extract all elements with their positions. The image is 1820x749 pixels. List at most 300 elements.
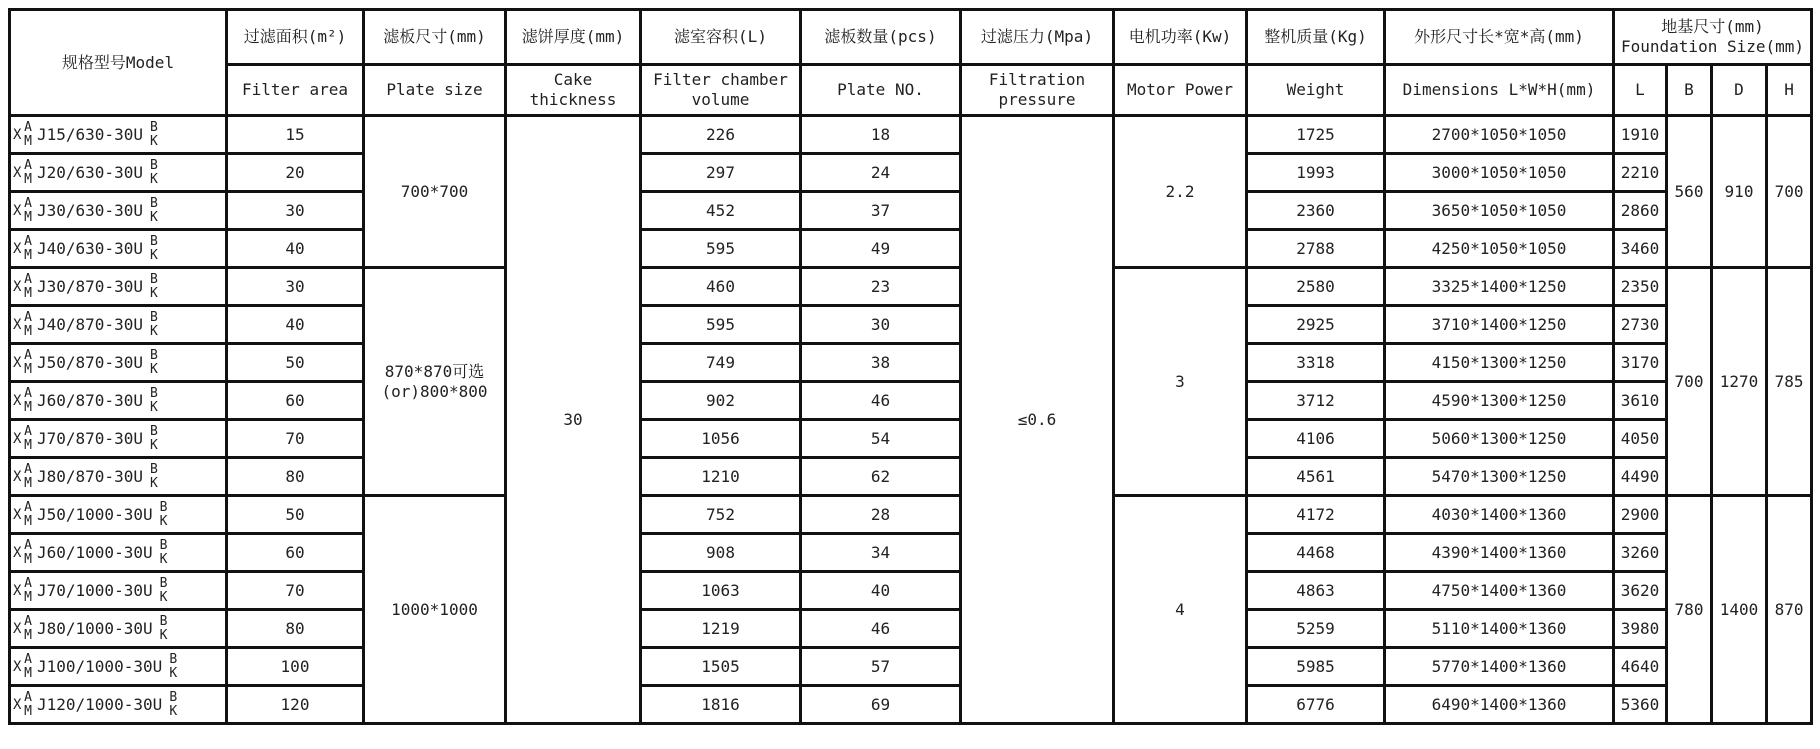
table-row	[10, 154, 1812, 192]
table-row	[10, 610, 1812, 648]
model-prefix-x: X	[13, 620, 22, 637]
model-suffix-right-stack	[149, 387, 159, 415]
weight-cell: 2360	[1247, 192, 1385, 230]
table-row	[10, 230, 1812, 268]
plate-number-cell: 28	[801, 496, 961, 534]
filter-area-cell: 50	[227, 496, 364, 534]
dimensions-cell: 5110*1400*1360	[1385, 610, 1614, 648]
model-code: J20/630-30U	[37, 162, 143, 182]
model-suffix-b: B	[150, 119, 158, 135]
model-cell	[10, 306, 227, 344]
model-prefix-m: M	[24, 399, 32, 415]
header-foundation-cn: 地基尺寸(mm)	[1661, 17, 1764, 36]
header-motor-power-en: Motor Power	[1114, 65, 1247, 116]
header-weight-en: Weight	[1247, 65, 1385, 116]
plate-number-cell: 37	[801, 192, 961, 230]
weight-cell: 5985	[1247, 648, 1385, 686]
header-filtration-pressure-en-line1: Filtration	[988, 70, 1086, 89]
model-suffix-b: B	[150, 271, 158, 287]
header-chamber-volume-en-line1: Filter chamber	[653, 70, 788, 89]
model-suffix-b: B	[150, 195, 158, 211]
header-plate-number-en: Plate NO.	[801, 65, 961, 116]
dimensions-cell: 4390*1400*1360	[1385, 534, 1614, 572]
chamber-volume-cell: 908	[641, 534, 801, 572]
header-weight-cn: 整机质量(Kg)	[1247, 10, 1385, 65]
plate-number-cell: 54	[801, 420, 961, 458]
model-cell	[10, 648, 227, 686]
model-prefix-m: M	[24, 703, 32, 719]
filter-area-cell: 40	[227, 306, 364, 344]
foundation-l-cell: 2900	[1614, 496, 1667, 534]
model-suffix-right-stack	[149, 197, 159, 225]
model-cell	[10, 458, 227, 496]
model-prefix-m: M	[24, 589, 32, 605]
model-cell	[10, 192, 227, 230]
model-suffix-k: K	[150, 247, 158, 263]
cake-thickness-cell: 30	[506, 116, 641, 724]
table-row	[10, 192, 1812, 230]
filter-area-cell: 60	[227, 382, 364, 420]
foundation-l-cell: 2730	[1614, 306, 1667, 344]
foundation-b-cell: 700	[1667, 268, 1712, 496]
chamber-volume-cell: 297	[641, 154, 801, 192]
model-prefix-m: M	[24, 285, 32, 301]
model-prefix-left-stack	[23, 387, 33, 415]
model-prefix-left-stack	[23, 197, 33, 225]
header-foundation-l: L	[1614, 65, 1667, 116]
model-suffix-b: B	[159, 537, 168, 553]
weight-cell: 3318	[1247, 344, 1385, 382]
model-suffix-right-stack	[149, 463, 159, 491]
table-row	[10, 496, 1812, 534]
plate-size-cell	[364, 268, 506, 496]
model-prefix-m: M	[24, 247, 32, 263]
header-model: 规格型号Model	[10, 10, 227, 116]
chamber-volume-cell: 1219	[641, 610, 801, 648]
model-prefix-a: A	[24, 309, 32, 325]
model-prefix-left-stack	[23, 691, 33, 719]
dimensions-cell: 3325*1400*1250	[1385, 268, 1614, 306]
model-suffix-k: K	[150, 323, 158, 339]
model-cell	[10, 230, 227, 268]
model-cell	[10, 496, 227, 534]
model-suffix-b: B	[159, 499, 168, 515]
model-prefix-m: M	[24, 513, 32, 529]
model-prefix-x: X	[13, 696, 22, 713]
model-code: J80/1000-30U	[37, 618, 153, 638]
model-prefix-left-stack	[23, 121, 33, 149]
table-row	[10, 306, 1812, 344]
filter-area-cell: 40	[227, 230, 364, 268]
model-suffix-b: B	[159, 613, 168, 629]
weight-cell: 4106	[1247, 420, 1385, 458]
model-cell	[10, 572, 227, 610]
model-prefix-x: X	[13, 164, 22, 181]
foundation-l-cell: 3980	[1614, 610, 1667, 648]
filter-area-cell: 30	[227, 192, 364, 230]
chamber-volume-cell: 452	[641, 192, 801, 230]
filter-area-cell: 30	[227, 268, 364, 306]
foundation-d-cell: 1400	[1712, 496, 1767, 724]
header-cake-thickness-cn: 滤饼厚度(mm)	[506, 10, 641, 65]
chamber-volume-cell: 902	[641, 382, 801, 420]
plate-number-cell: 40	[801, 572, 961, 610]
table-row	[10, 116, 1812, 154]
weight-cell: 4468	[1247, 534, 1385, 572]
model-code: J15/630-30U	[37, 124, 143, 144]
weight-cell: 3712	[1247, 382, 1385, 420]
header-foundation	[1614, 10, 1812, 65]
model-suffix-right-stack	[149, 235, 159, 263]
plate-number-cell: 24	[801, 154, 961, 192]
model-prefix-x: X	[13, 354, 22, 371]
foundation-l-cell: 4490	[1614, 458, 1667, 496]
model-prefix-left-stack	[23, 349, 33, 377]
model-prefix-a: A	[24, 423, 32, 439]
model-prefix-x: X	[13, 506, 22, 523]
model-prefix-m: M	[24, 171, 32, 187]
model-prefix-left-stack	[23, 653, 33, 681]
model-suffix-b: B	[169, 689, 178, 705]
model-prefix-a: A	[24, 689, 32, 705]
model-suffix-k: K	[150, 361, 158, 377]
model-code: J80/870-30U	[37, 466, 143, 486]
model-suffix-b: B	[150, 233, 158, 249]
model-prefix-m: M	[24, 665, 32, 681]
weight-cell: 4863	[1247, 572, 1385, 610]
model-suffix-right-stack	[159, 501, 169, 529]
header-chamber-volume-en	[641, 65, 801, 116]
dimensions-cell: 5470*1300*1250	[1385, 458, 1614, 496]
model-prefix-a: A	[24, 385, 32, 401]
header-dimensions-en: Dimensions L*W*H(mm)	[1385, 65, 1614, 116]
table-row	[10, 534, 1812, 572]
chamber-volume-cell: 749	[641, 344, 801, 382]
model-prefix-x: X	[13, 544, 22, 561]
model-suffix-k: K	[150, 171, 158, 187]
model-suffix-k: K	[150, 133, 158, 149]
motor-power-cell: 3	[1114, 268, 1247, 496]
model-suffix-right-stack	[149, 311, 159, 339]
foundation-l-cell: 3260	[1614, 534, 1667, 572]
model-prefix-a: A	[24, 119, 32, 135]
dimensions-cell: 4250*1050*1050	[1385, 230, 1614, 268]
foundation-l-cell: 3170	[1614, 344, 1667, 382]
model-suffix-right-stack	[149, 121, 159, 149]
model-prefix-x: X	[13, 392, 22, 409]
model-prefix-left-stack	[23, 273, 33, 301]
model-cell	[10, 610, 227, 648]
model-prefix-left-stack	[23, 311, 33, 339]
dimensions-cell: 5060*1300*1250	[1385, 420, 1614, 458]
model-prefix-a: A	[24, 651, 32, 667]
model-suffix-right-stack	[159, 577, 169, 605]
model-cell	[10, 116, 227, 154]
filter-area-cell: 15	[227, 116, 364, 154]
plate-number-cell: 57	[801, 648, 961, 686]
model-prefix-left-stack	[23, 577, 33, 605]
model-prefix-x: X	[13, 240, 22, 257]
plate-number-cell: 34	[801, 534, 961, 572]
foundation-l-cell: 2350	[1614, 268, 1667, 306]
chamber-volume-cell: 752	[641, 496, 801, 534]
model-prefix-m: M	[24, 209, 32, 225]
model-suffix-k: K	[150, 399, 158, 415]
foundation-l-cell: 2860	[1614, 192, 1667, 230]
model-prefix-m: M	[24, 551, 32, 567]
model-suffix-k: K	[150, 475, 158, 491]
header-chamber-volume-cn: 滤室容积(L)	[641, 10, 801, 65]
table-row	[10, 344, 1812, 382]
model-prefix-a: A	[24, 195, 32, 211]
plate-size-line1: 870*870可选	[384, 361, 485, 381]
filter-area-cell: 120	[227, 686, 364, 724]
model-prefix-x: X	[13, 126, 22, 143]
dimensions-cell: 2700*1050*1050	[1385, 116, 1614, 154]
dimensions-cell: 3650*1050*1050	[1385, 192, 1614, 230]
foundation-h-cell: 870	[1767, 496, 1812, 724]
model-suffix-k: K	[150, 437, 158, 453]
dimensions-cell: 3000*1050*1050	[1385, 154, 1614, 192]
model-suffix-b: B	[150, 461, 158, 477]
model-suffix-b: B	[159, 575, 168, 591]
foundation-l-cell: 4050	[1614, 420, 1667, 458]
model-code: J70/1000-30U	[37, 580, 153, 600]
foundation-h-cell: 785	[1767, 268, 1812, 496]
model-code: J50/1000-30U	[37, 504, 153, 524]
model-prefix-a: A	[24, 461, 32, 477]
model-prefix-left-stack	[23, 501, 33, 529]
model-suffix-b: B	[150, 157, 158, 173]
model-prefix-left-stack	[23, 159, 33, 187]
model-suffix-b: B	[150, 423, 158, 439]
plate-number-cell: 38	[801, 344, 961, 382]
model-prefix-x: X	[13, 316, 22, 333]
header-filtration-pressure-cn: 过滤压力(Mpa)	[961, 10, 1114, 65]
filter-area-cell: 50	[227, 344, 364, 382]
dimensions-cell: 6490*1400*1360	[1385, 686, 1614, 724]
model-prefix-left-stack	[23, 235, 33, 263]
header-foundation-en: Foundation Size(mm)	[1621, 37, 1805, 56]
weight-cell: 1993	[1247, 154, 1385, 192]
model-code: J70/870-30U	[37, 428, 143, 448]
model-prefix-left-stack	[23, 539, 33, 567]
model-cell	[10, 420, 227, 458]
model-prefix-x: X	[13, 430, 22, 447]
header-foundation-d: D	[1712, 65, 1767, 116]
filter-area-cell: 70	[227, 420, 364, 458]
filter-area-cell: 70	[227, 572, 364, 610]
dimensions-cell: 4590*1300*1250	[1385, 382, 1614, 420]
header-foundation-h: H	[1767, 65, 1812, 116]
chamber-volume-cell: 1505	[641, 648, 801, 686]
model-suffix-right-stack	[149, 425, 159, 453]
model-suffix-k: K	[150, 285, 158, 301]
filter-area-cell: 80	[227, 458, 364, 496]
model-suffix-k: K	[169, 703, 178, 719]
foundation-b-cell: 780	[1667, 496, 1712, 724]
plate-number-cell: 62	[801, 458, 961, 496]
filter-area-cell: 80	[227, 610, 364, 648]
model-suffix-right-stack	[159, 539, 169, 567]
model-prefix-x: X	[13, 202, 22, 219]
model-suffix-b: B	[169, 651, 178, 667]
model-prefix-a: A	[24, 613, 32, 629]
foundation-l-cell: 1910	[1614, 116, 1667, 154]
table-row	[10, 648, 1812, 686]
model-code: J30/870-30U	[37, 276, 143, 296]
header-plate-size-cn: 滤板尺寸(mm)	[364, 10, 506, 65]
model-suffix-b: B	[150, 309, 158, 325]
model-suffix-b: B	[150, 347, 158, 363]
model-prefix-m: M	[24, 475, 32, 491]
header-motor-power-cn: 电机功率(Kw)	[1114, 10, 1247, 65]
model-suffix-right-stack	[149, 273, 159, 301]
model-suffix-right-stack	[149, 349, 159, 377]
dimensions-cell: 5770*1400*1360	[1385, 648, 1614, 686]
model-suffix-right-stack	[168, 653, 178, 681]
spec-table-container	[8, 8, 1812, 725]
model-code: J50/870-30U	[37, 352, 143, 372]
model-prefix-m: M	[24, 627, 32, 643]
model-cell	[10, 534, 227, 572]
model-prefix-left-stack	[23, 425, 33, 453]
model-prefix-left-stack	[23, 463, 33, 491]
model-code: J40/630-30U	[37, 238, 143, 258]
model-code: J60/1000-30U	[37, 542, 153, 562]
header-filter-area-en: Filter area	[227, 65, 364, 116]
spec-table-body	[10, 116, 1812, 724]
foundation-l-cell: 3460	[1614, 230, 1667, 268]
plate-number-cell: 30	[801, 306, 961, 344]
model-code: J100/1000-30U	[37, 656, 163, 676]
model-prefix-m: M	[24, 133, 32, 149]
header-plate-number-cn: 滤板数量(pcs)	[801, 10, 961, 65]
model-prefix-a: A	[24, 537, 32, 553]
foundation-d-cell: 910	[1712, 116, 1767, 268]
plate-number-cell: 18	[801, 116, 961, 154]
motor-power-cell: 4	[1114, 496, 1247, 724]
foundation-l-cell: 5360	[1614, 686, 1667, 724]
model-suffix-k: K	[159, 513, 168, 529]
model-suffix-k: K	[159, 589, 168, 605]
header-cake-thickness-en-line1: Cake	[553, 70, 593, 89]
dimensions-cell: 4150*1300*1250	[1385, 344, 1614, 382]
model-cell	[10, 686, 227, 724]
model-prefix-m: M	[24, 437, 32, 453]
model-code: J40/870-30U	[37, 314, 143, 334]
model-prefix-m: M	[24, 323, 32, 339]
dimensions-cell: 4030*1400*1360	[1385, 496, 1614, 534]
chamber-volume-cell: 1063	[641, 572, 801, 610]
weight-cell: 2788	[1247, 230, 1385, 268]
dimensions-cell: 3710*1400*1250	[1385, 306, 1614, 344]
header-plate-size-en: Plate size	[364, 65, 506, 116]
table-row	[10, 268, 1812, 306]
weight-cell: 4172	[1247, 496, 1385, 534]
model-suffix-k: K	[150, 209, 158, 225]
filtration-pressure-cell: ≤0.6	[961, 116, 1114, 724]
header-foundation-b: B	[1667, 65, 1712, 116]
filter-area-cell: 20	[227, 154, 364, 192]
foundation-b-cell: 560	[1667, 116, 1712, 268]
filter-press-spec-table	[8, 8, 1813, 725]
model-prefix-x: X	[13, 582, 22, 599]
model-suffix-k: K	[169, 665, 178, 681]
plate-size-line2: (or)800*800	[381, 381, 488, 401]
model-cell	[10, 154, 227, 192]
model-code: J120/1000-30U	[37, 694, 163, 714]
chamber-volume-cell: 595	[641, 230, 801, 268]
foundation-l-cell: 4640	[1614, 648, 1667, 686]
model-cell	[10, 344, 227, 382]
model-prefix-a: A	[24, 271, 32, 287]
model-prefix-a: A	[24, 575, 32, 591]
model-suffix-k: K	[159, 627, 168, 643]
foundation-l-cell: 3610	[1614, 382, 1667, 420]
model-suffix-b: B	[150, 385, 158, 401]
header-filtration-pressure-en	[961, 65, 1114, 116]
plate-number-cell: 49	[801, 230, 961, 268]
foundation-d-cell: 1270	[1712, 268, 1767, 496]
model-prefix-x: X	[13, 658, 22, 675]
chamber-volume-cell: 1816	[641, 686, 801, 724]
plate-number-cell: 46	[801, 610, 961, 648]
model-prefix-x: X	[13, 468, 22, 485]
model-code: J60/870-30U	[37, 390, 143, 410]
table-row	[10, 686, 1812, 724]
header-filter-area-cn: 过滤面积(m²)	[227, 10, 364, 65]
model-prefix-a: A	[24, 347, 32, 363]
plate-size-cell: 1000*1000	[364, 496, 506, 724]
header-cake-thickness-en-line2: thickness	[529, 90, 617, 109]
header-filtration-pressure-en-line2: pressure	[998, 90, 1076, 109]
plate-number-cell: 23	[801, 268, 961, 306]
model-suffix-k: K	[159, 551, 168, 567]
weight-cell: 1725	[1247, 116, 1385, 154]
plate-size-cell: 700*700	[364, 116, 506, 268]
foundation-l-cell: 2210	[1614, 154, 1667, 192]
model-code: J30/630-30U	[37, 200, 143, 220]
filter-area-cell: 60	[227, 534, 364, 572]
motor-power-cell: 2.2	[1114, 116, 1247, 268]
chamber-volume-cell: 1210	[641, 458, 801, 496]
weight-cell: 4561	[1247, 458, 1385, 496]
weight-cell: 2580	[1247, 268, 1385, 306]
header-dimensions-cn: 外形尺寸长*宽*高(mm)	[1385, 10, 1614, 65]
table-row	[10, 420, 1812, 458]
model-prefix-m: M	[24, 361, 32, 377]
table-row	[10, 382, 1812, 420]
header-chamber-volume-en-line2: volume	[691, 90, 750, 109]
weight-cell: 2925	[1247, 306, 1385, 344]
model-suffix-right-stack	[159, 615, 169, 643]
chamber-volume-cell: 1056	[641, 420, 801, 458]
model-suffix-right-stack	[168, 691, 178, 719]
filter-area-cell: 100	[227, 648, 364, 686]
table-row	[10, 572, 1812, 610]
foundation-l-cell: 3620	[1614, 572, 1667, 610]
model-prefix-x: X	[13, 278, 22, 295]
chamber-volume-cell: 226	[641, 116, 801, 154]
model-prefix-a: A	[24, 499, 32, 515]
plate-number-cell: 46	[801, 382, 961, 420]
model-cell	[10, 382, 227, 420]
model-prefix-left-stack	[23, 615, 33, 643]
model-prefix-a: A	[24, 157, 32, 173]
table-row	[10, 458, 1812, 496]
model-prefix-a: A	[24, 233, 32, 249]
